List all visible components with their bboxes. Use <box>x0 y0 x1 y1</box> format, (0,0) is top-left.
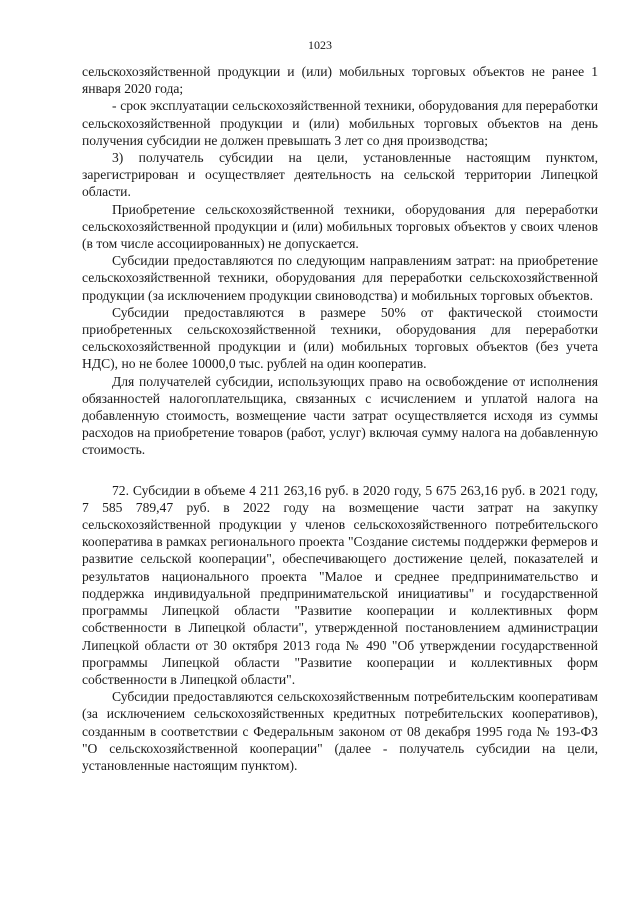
paragraph-purchase-restriction: Приобретение сельскохозяйственной техники, оборудования для переработки сельскохозяйственной продукции и (или) мобильных торговых объектов у своих членов (в том числе ассоциированных) не допускается. <box>82 201 598 252</box>
paragraph-item-72: 72. Субсидии в объеме 4 211 263,16 руб. в 2020 году, 5 675 263,16 руб. в 2021 году, 7 585 789,47 руб. в 2022 году на возмещение части затрат на закупку сельскохозяйственной продукции у членов сельскохозяйственного потребительского кооператива в рамках регионального проекта "Создание системы поддержки фермеров и развитие сельской кооперации", обеспечивающего достижение целей, показателей и результатов национального проекта "Малое и среднее предпринимательство и поддержка индивидуальной предпринимательской инициативы" и государственной программы Липецкой области "Развитие кооперации и коллективных форм собственности в Липецкой области", утвержденной постановлением администрации Липецкой области от 30 октября 2013 года № 490 "Об утверждении государственной программы Липецкой области "Развитие кооперации и коллективных форм собственности в Липецкой области". <box>82 482 598 687</box>
paragraph-cooperatives: Субсидии предоставляются сельскохозяйственным потребительским кооперативам (за исключением сельскохозяйственных кредитных потребительских кооперативов), созданным в соответствии с Федеральным законом от 08 декабря 1995 года № 193-ФЗ "О сельскохозяйственной кооперации" (далее - получатель субсидии на цели, установленные настоящим пунктом). <box>82 689 598 773</box>
section-spacer <box>82 459 598 482</box>
paragraph-cost-directions: Субсидии предоставляются по следующим направлениям затрат: на приобретение сельскохозяйственной техники, оборудования для переработки сельскохозяйственной продукции (за исключением продукции свиноводства) и мобильных торговых объектов. <box>82 253 598 303</box>
paragraph-vat-exemption: Для получателей субсидии, использующих право на освобождение от исполнения обязанностей налогоплательщика, связанных с исчислением и уплатой налога на добавленную стоимость, возмещение части затрат осуществляется исходя из суммы расходов на приобретение товаров (работ, услуг) включая сумму налога на добавленную стоимость. <box>82 373 598 458</box>
paragraph-subsidy-amount: Субсидии предоставляются в размере 50% от фактической стоимости приобретенных сельскохозяйственной техники, оборудования для переработки сельскохозяйственной продукции и (или) мобильных торговых объектов (без учета НДС), но не более 10000,0 тыс. рублей на один кооператив. <box>82 304 598 372</box>
paragraph-equipment-age: - срок эксплуатации сельскохозяйственной техники, оборудования для переработки сельскохозяйственной продукции и (или) мобильных торговых объектов на день получения субсидии не должен превышать 3 лет со дня производства; <box>82 98 598 148</box>
paragraph-recipient-registration: 3) получатель субсидии на цели, установленные настоящим пунктом, зарегистрирован и осуществляет деятельность на сельской территории Липецкой области. <box>82 150 598 200</box>
page-number: 1023 <box>308 38 332 52</box>
document-body <box>82 63 598 774</box>
paragraph-continuation: сельскохозяйственной продукции и (или) мобильных торговых объектов не ранее 1 января 2020 года; <box>82 64 598 97</box>
